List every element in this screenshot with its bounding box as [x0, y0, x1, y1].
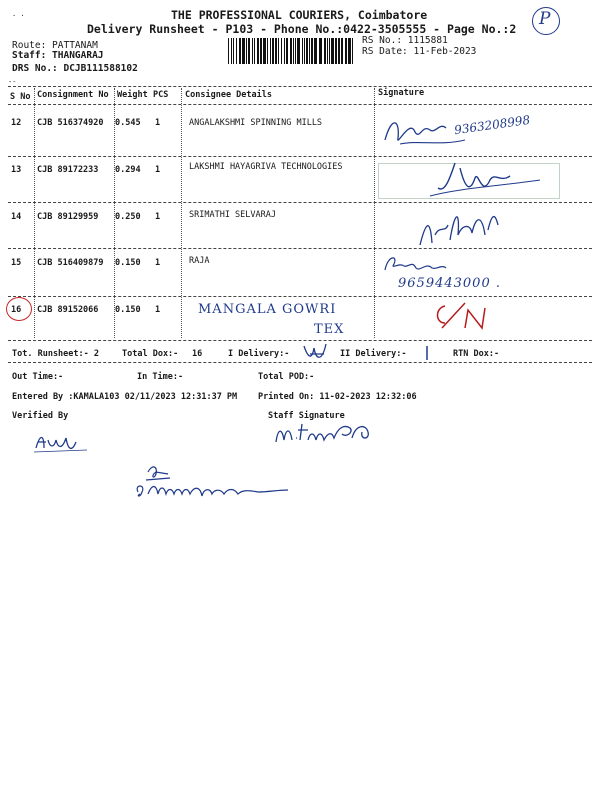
col-sno: S No	[10, 92, 31, 102]
barcode-bar	[233, 38, 234, 64]
divider-1	[34, 88, 35, 338]
barcode-bar	[338, 38, 340, 64]
row-15-rule	[8, 296, 592, 297]
row-15-weight: 0.150	[115, 258, 141, 268]
in-time: In Time:-	[137, 372, 184, 382]
row-12-consignee: ANGALAKSHMI SPINNING MILLS	[189, 118, 323, 128]
barcode-bar	[270, 38, 271, 64]
barcode-bar	[329, 38, 330, 64]
col-consignment: Consignment No	[37, 90, 109, 100]
row-15-consignee: RAJA	[189, 256, 210, 266]
ii-delivery: II Delivery:-	[340, 349, 407, 359]
col-weight: Weight	[117, 90, 148, 100]
barcode-bar	[295, 38, 296, 64]
drs-number: DRS No.: DCJB111588102	[12, 63, 138, 74]
staff-signature-label: Staff Signature	[268, 411, 345, 421]
row-14-pcs: 1	[155, 212, 161, 222]
signature-16	[430, 298, 490, 334]
row-16-sno: 16	[11, 305, 22, 315]
row-14-consignment: CJB 89129959	[37, 212, 99, 222]
barcode-bar	[272, 38, 274, 64]
extra-signature	[128, 462, 298, 507]
row-12-consignment: CJB 516374920	[37, 118, 104, 128]
barcode-bar	[252, 38, 253, 64]
barcode-bar	[286, 38, 288, 64]
barcode-bar	[331, 38, 334, 64]
printed-on: Printed On: 11-02-2023 12:32:06	[258, 392, 417, 402]
barcode-bar	[348, 38, 351, 64]
row-13-rule	[8, 202, 592, 203]
staff-signature	[272, 418, 382, 448]
barcode-bar	[275, 38, 277, 64]
company-title: THE PROFESSIONAL COURIERS, Coimbatore	[171, 8, 428, 22]
barcode-bar	[352, 38, 353, 64]
row-14-weight: 0.250	[115, 212, 141, 222]
barcode-bar	[260, 38, 262, 64]
rtn-dox: RTN Dox:-	[453, 349, 500, 359]
row-13-consignee: LAKSHMI HAYAGRIVA TECHNOLOGIES	[189, 162, 343, 172]
tot-runsheet: Tot. Runsheet:- 2	[12, 349, 99, 359]
rs-date: RS Date: 11-Feb-2023	[362, 46, 477, 57]
barcode-bar	[345, 38, 347, 64]
barcode-bar	[248, 38, 250, 64]
out-time: Out Time:-	[12, 372, 64, 382]
barcode-bar	[304, 38, 305, 64]
barcode-bar	[335, 38, 337, 64]
corner-marks: · ·	[12, 12, 25, 20]
barcode-bar	[302, 38, 303, 64]
barcode-bar	[267, 38, 268, 64]
barcode-bar	[341, 38, 343, 64]
barcode-bar	[281, 38, 282, 64]
row-12-weight: 0.545	[115, 118, 141, 128]
barcode-bar	[293, 38, 294, 64]
row-15-consignment: CJB 516409879	[37, 258, 104, 268]
row-16-handwritten-tex: TEX	[314, 322, 345, 337]
rs-number: RS No.: 1115881	[362, 35, 448, 46]
divider-3	[181, 88, 182, 338]
row-16-weight: 0.150	[115, 305, 141, 315]
barcode-bar	[239, 38, 241, 64]
barcode-bar	[278, 38, 279, 64]
dash-mark: --	[8, 78, 17, 86]
total-dox-label: Total Dox:-	[122, 349, 179, 359]
barcode-bar	[297, 38, 300, 64]
barcode-bar	[314, 38, 317, 64]
barcode-bar	[290, 38, 292, 64]
header-rule	[8, 104, 592, 105]
barcode-bar	[228, 38, 229, 64]
row-14-rule	[8, 248, 592, 249]
row-16-consignment: CJB 89152066	[37, 305, 99, 315]
ii-delivery-mark	[422, 344, 432, 362]
row-12-pcs: 1	[155, 118, 161, 128]
barcode-bar	[324, 38, 326, 64]
row-16-pcs: 1	[155, 305, 161, 315]
signature-14	[410, 205, 510, 250]
barcode-bar	[231, 38, 232, 64]
row-13-weight: 0.294	[115, 165, 141, 175]
row-13-sno: 13	[11, 165, 22, 175]
barcode-bar	[246, 38, 247, 64]
barcode-bar	[319, 38, 322, 64]
row-12-phone: 9363208998	[453, 112, 531, 138]
barcode-bar	[257, 38, 259, 64]
total-dox-value: 16	[192, 349, 203, 359]
row-13-pcs: 1	[155, 165, 161, 175]
row-12-rule	[8, 156, 592, 157]
row-16-handwritten-name: MANGALA GOWRI	[198, 302, 337, 317]
row-14-sno: 14	[11, 212, 22, 222]
barcode-bar	[242, 38, 245, 64]
barcode-bar	[309, 38, 310, 64]
divider-4	[374, 88, 375, 338]
col-pcs: PCS	[153, 90, 169, 100]
barcode-bar	[306, 38, 308, 64]
barcode-bar	[254, 38, 255, 64]
verified-by: Verified By	[12, 411, 69, 421]
runsheet-title: Delivery Runsheet - P103 - Phone No.:0422-3505555 - Page No.:2	[87, 22, 517, 36]
signature-13	[420, 158, 550, 203]
barcode-bar	[327, 38, 328, 64]
table-top-rule	[8, 86, 592, 87]
barcode-bar	[263, 38, 266, 64]
barcode-bar	[284, 38, 285, 64]
entered-by: Entered By :KAMALA103 02/11/2023 12:31:37 PM	[12, 392, 238, 402]
barcode-bar	[311, 38, 313, 64]
page-mark: P	[539, 9, 551, 29]
row-12-sno: 12	[11, 118, 22, 128]
total-pod: Total POD:-	[258, 372, 315, 382]
staff: Staff: THANGARAJ	[12, 50, 104, 61]
i-delivery: I Delivery:-	[228, 349, 290, 359]
row-15-pcs: 1	[155, 258, 161, 268]
row-14-consignee: SRIMATHI SELVARAJ	[189, 210, 276, 220]
verified-signature	[32, 430, 92, 455]
route: Route: PATTANAM	[12, 40, 98, 51]
summary-rule	[8, 362, 592, 363]
signature-15	[380, 250, 450, 278]
barcode-bar	[236, 38, 237, 64]
row-15-sno: 15	[11, 258, 22, 268]
row-15-phone: 9659443000 .	[398, 276, 501, 291]
row-13-consignment: CJB 89172233	[37, 165, 99, 175]
col-signature: Signature	[378, 88, 425, 98]
col-consignee: Consignee Details	[185, 90, 272, 100]
barcode	[228, 38, 356, 64]
